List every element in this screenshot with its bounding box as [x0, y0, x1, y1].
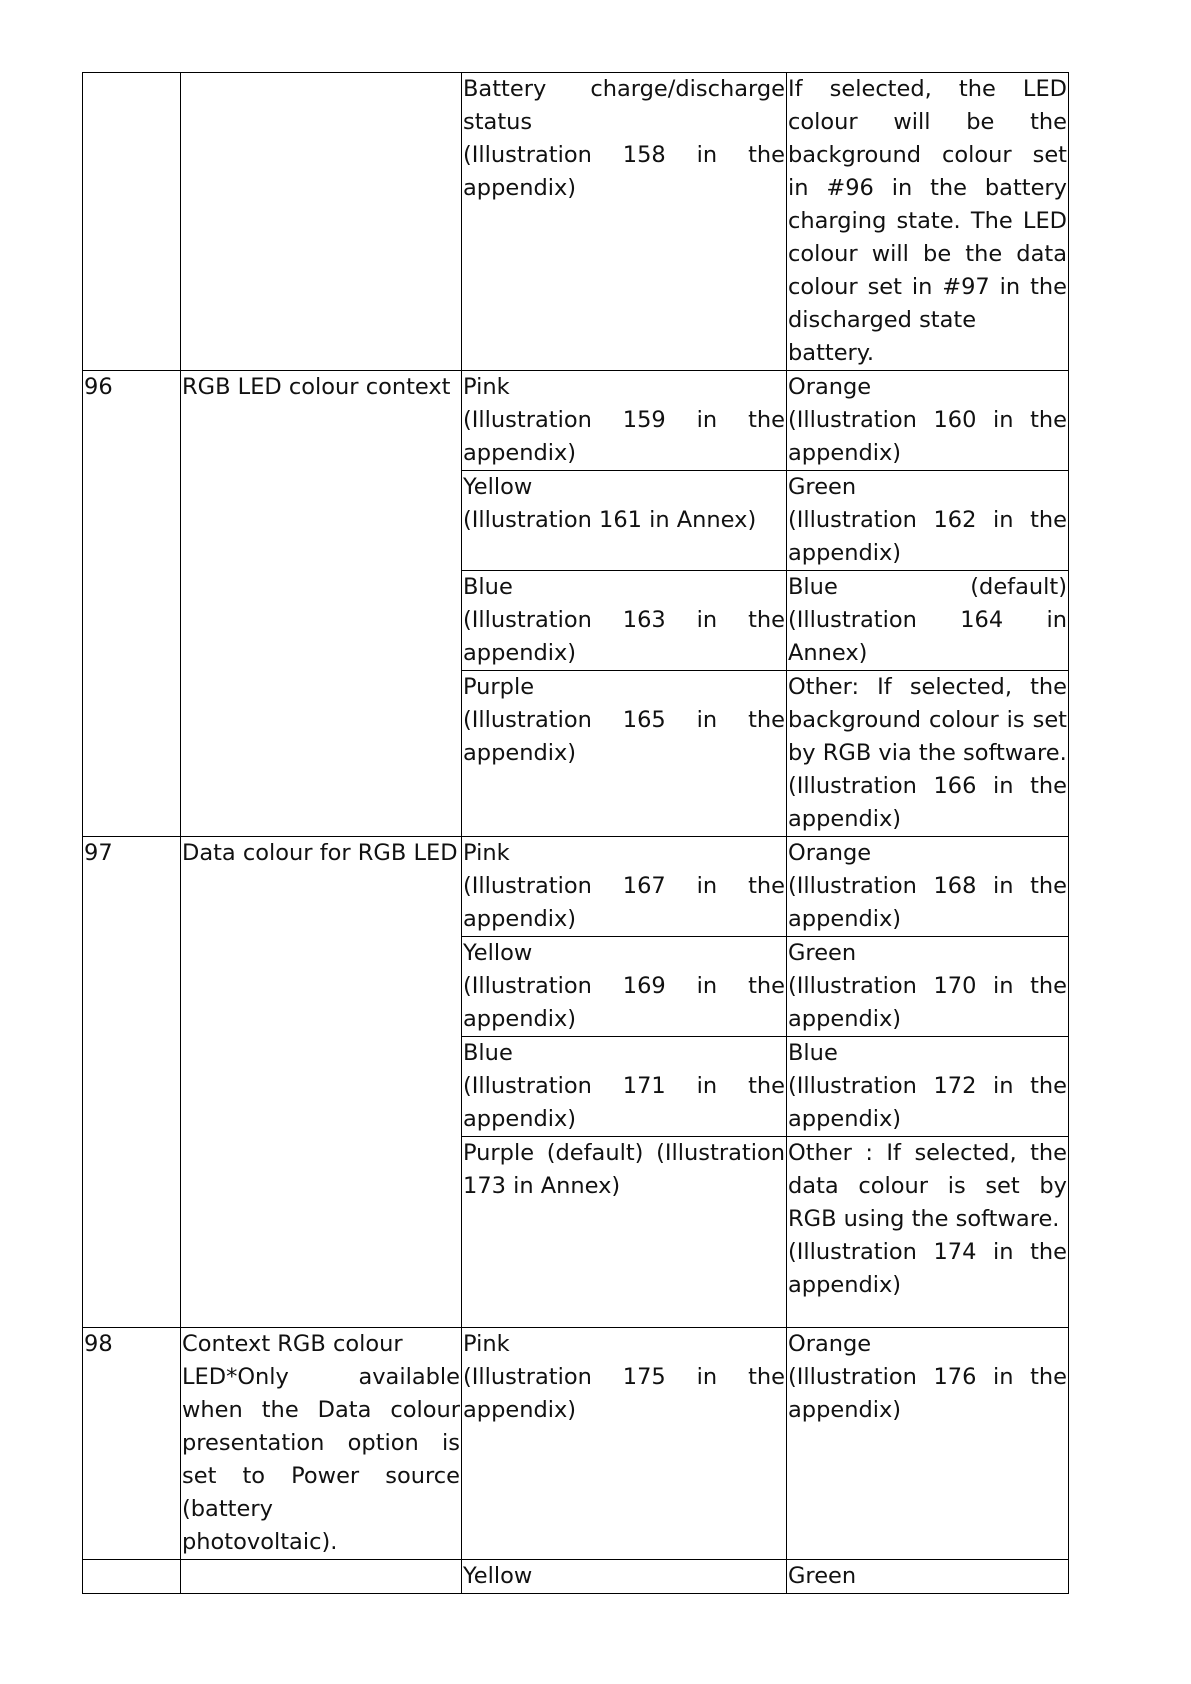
option-a — [462, 1137, 787, 1328]
table-row — [83, 73, 1069, 371]
option-a-illustration: (Illustration 165 in the appendix) — [463, 707, 785, 766]
option-a-illustration: (Illustration 175 in the appendix) — [463, 1364, 785, 1423]
option-b-label: If selected, the LED colour will be the background colour set in #96 in the battery charging state. The LED colour will be the data colour set in #97 in the discharged state — [788, 76, 1067, 333]
setting-number — [83, 1560, 181, 1594]
option-b — [787, 73, 1069, 371]
option-b-label: Other: If selected, the background colour is set by RGB via the software. — [788, 674, 1067, 766]
option-a-label: Yellow — [463, 940, 533, 966]
option-a-illustration: (Illustration 167 in the appendix) — [463, 873, 785, 932]
setting-parameter: Data colour for RGB LED — [181, 837, 462, 1328]
option-b — [787, 471, 1069, 571]
option-b-illustration: (Illustration 162 in the appendix) — [788, 507, 1067, 566]
option-a-illustration: (Illustration 163 in the appendix) — [463, 607, 785, 666]
option-a-label: Blue — [463, 574, 513, 600]
setting-parameter — [181, 73, 462, 371]
option-a — [462, 371, 787, 471]
option-b-illustration: (Illustration 160 in the appendix) — [788, 407, 1067, 466]
option-b-illustration: (Illustration 166 in the appendix) — [788, 773, 1067, 832]
option-a-label: Yellow — [463, 474, 533, 500]
table-row — [83, 837, 1069, 937]
option-a-label: Pink — [463, 1331, 510, 1357]
option-b-illustration: (Illustration 176 in the appendix) — [788, 1364, 1067, 1423]
setting-parameter-line: Context RGB colour — [182, 1331, 403, 1357]
option-b — [787, 371, 1069, 471]
option-b-label: Orange — [788, 1331, 872, 1357]
option-a — [462, 1560, 787, 1594]
option-a-label: Blue — [463, 1040, 513, 1066]
option-b — [787, 571, 1069, 671]
setting-number: 97 — [83, 837, 181, 1328]
setting-number — [83, 73, 181, 371]
option-a — [462, 1037, 787, 1137]
option-b — [787, 1328, 1069, 1560]
table-row — [83, 1560, 1069, 1594]
setting-number: 96 — [83, 371, 181, 837]
option-b — [787, 1137, 1069, 1328]
setting-number: 98 — [83, 1328, 181, 1560]
option-a-illustration: (Illustration 158 in the appendix) — [463, 142, 785, 201]
option-b-label: Green — [788, 1563, 857, 1589]
option-b — [787, 837, 1069, 937]
option-b-illustration: battery. — [788, 340, 875, 366]
option-a-label: Pink — [463, 374, 510, 400]
option-b — [787, 937, 1069, 1037]
option-b-label: Green — [788, 940, 857, 966]
option-a — [462, 1328, 787, 1560]
option-b — [787, 671, 1069, 837]
option-a-illustration: (Illustration 169 in the appendix) — [463, 973, 785, 1032]
option-a-label: Yellow — [463, 1563, 533, 1589]
table-row — [83, 1328, 1069, 1560]
option-b — [787, 1037, 1069, 1137]
option-a — [462, 471, 787, 571]
option-a — [462, 837, 787, 937]
option-b-illustration: (Illustration 170 in the appendix) — [788, 973, 1067, 1032]
option-a — [462, 571, 787, 671]
settings-table — [82, 72, 1069, 1594]
option-a-illustration: (Illustration 159 in the appendix) — [463, 407, 785, 466]
option-a — [462, 937, 787, 1037]
option-b-label: Blue (default) (Illustration 164 in Annex) — [788, 574, 1067, 666]
option-a — [462, 671, 787, 837]
setting-parameter — [181, 1560, 462, 1594]
option-b-label: Green — [788, 474, 857, 500]
setting-parameter — [181, 1328, 462, 1560]
table-row — [83, 371, 1069, 471]
option-a-label: Purple — [463, 674, 535, 700]
option-b — [787, 1560, 1069, 1594]
option-b-label: Orange — [788, 374, 872, 400]
option-b-label: Orange — [788, 840, 872, 866]
option-b-illustration: (Illustration 172 in the appendix) — [788, 1073, 1067, 1132]
option-a-illustration: (Illustration 171 in the appendix) — [463, 1073, 785, 1132]
option-a-label: Purple (default) (Illustration 173 in Annex) — [463, 1140, 785, 1199]
setting-parameter-line: photovoltaic). — [182, 1529, 338, 1555]
setting-parameter-line: LED*Only available when the Data colour presentation option is set to Power source (battery — [182, 1364, 460, 1522]
option-a-illustration: (Illustration 161 in Annex) — [463, 507, 757, 533]
option-b-label: Blue — [788, 1040, 838, 1066]
option-b-label: Other : If selected, the data colour is set by RGB using the software. — [788, 1140, 1067, 1232]
option-a — [462, 73, 787, 371]
option-a-label: Pink — [463, 840, 510, 866]
option-b-illustration: (Illustration 168 in the appendix) — [788, 873, 1067, 932]
setting-parameter: RGB LED colour context — [181, 371, 462, 837]
option-a-label: Battery charge/discharge status — [463, 76, 785, 135]
option-b-illustration: (Illustration 174 in the appendix) — [788, 1239, 1067, 1298]
